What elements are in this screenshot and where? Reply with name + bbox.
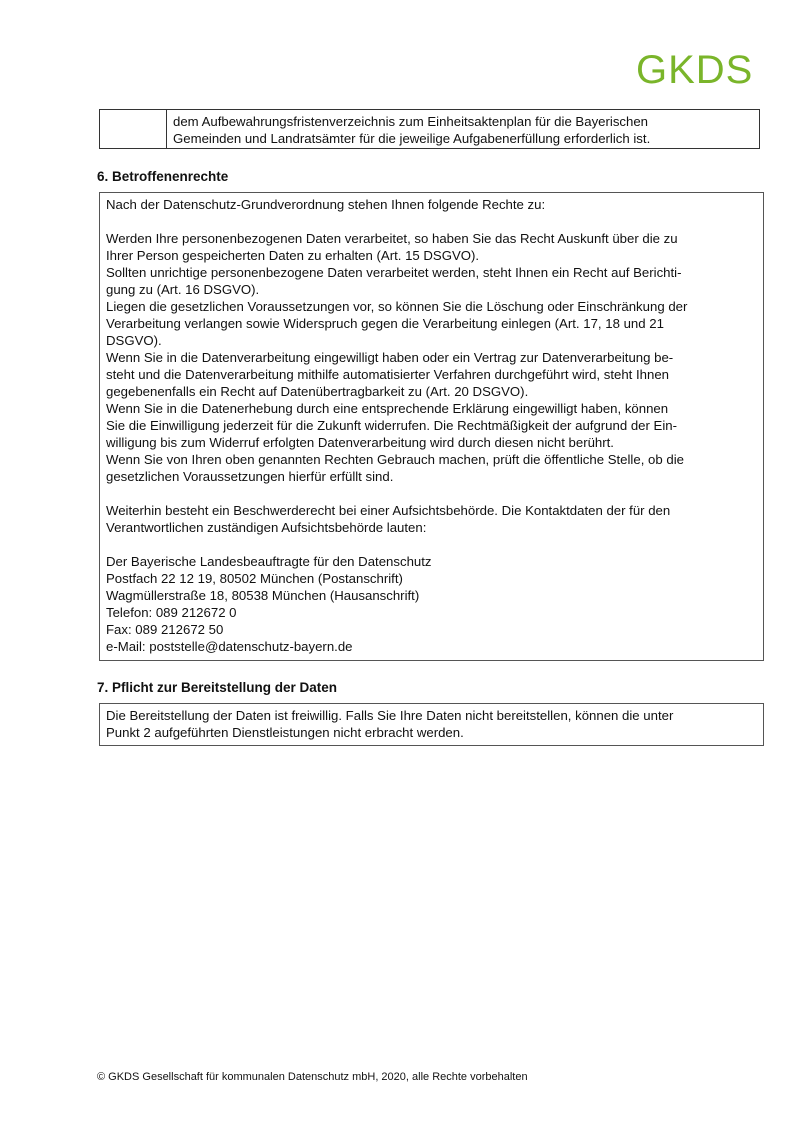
rights-line: Wenn Sie in die Datenverarbeitung eingewilligt haben oder ein Vertrag zur Datenverarbeitung be- — [106, 350, 674, 365]
complaint-paragraph — [106, 502, 757, 536]
authority-name: Der Bayerische Landesbeauftragte für den Datenschutz — [106, 554, 432, 569]
authority-phone: Telefon: 089 212672 0 — [106, 605, 237, 620]
authority-fax: Fax: 089 212672 50 — [106, 622, 224, 637]
rights-line: Wenn Sie von Ihren oben genannten Rechten Gebrauch machen, prüft die öffentliche Stelle, ob die — [106, 452, 684, 467]
rights-line: steht und die Datenverarbeitung mithilfe automatisierter Verfahren durchgeführt wird, steht Ihnen — [106, 367, 669, 382]
rights-line: Verarbeitung verlangen sowie Widerspruch gegen die Verarbeitung einlegen (Art. 17, 18 und 21 — [106, 316, 664, 331]
rights-intro: Nach der Datenschutz-Grundverordnung stehen Ihnen folgende Rechte zu: — [106, 197, 546, 212]
rights-line: Liegen die gesetzlichen Voraussetzungen vor, so können Sie die Löschung oder Einschränkung der — [106, 299, 688, 314]
authority-street-address: Wagmüllerstraße 18, 80538 München (Hausanschrift) — [106, 588, 420, 603]
rights-line: gegebenenfalls ein Recht auf Datenübertragbarkeit zu (Art. 20 DSGVO). — [106, 384, 529, 399]
retention-table-fragment — [99, 109, 760, 149]
table-line: dem Aufbewahrungsfristenverzeichnis zum Einheitsaktenplan für die Bayerischen — [173, 114, 649, 129]
rights-box — [99, 192, 764, 661]
rights-list — [106, 230, 757, 485]
authority-address — [106, 553, 757, 655]
copyright-footer: © GKDS Gesellschaft für kommunalen Datenschutz mbH, 2020, alle Rechte vorbehalten — [97, 1071, 528, 1083]
table-line: Gemeinden und Landratsämter für die jeweilige Aufgabenerfüllung erforderlich ist. — [173, 131, 651, 146]
authority-postal-address: Postfach 22 12 19, 80502 München (Postanschrift) — [106, 571, 403, 586]
table-text-cell — [167, 110, 759, 148]
section-7-heading: 7. Pflicht zur Bereitstellung der Daten — [97, 680, 338, 695]
rights-line: willigung bis zum Widerruf erfolgten Datenverarbeitung wird durch diesen nicht berührt. — [106, 435, 614, 450]
section-6-heading: 6. Betroffenenrechte — [97, 169, 229, 184]
complaint-line: Weiterhin besteht ein Beschwerderecht bei einer Aufsichtsbehörde. Die Kontaktdaten der für den — [106, 503, 671, 518]
gkds-logo: GKDS — [636, 48, 754, 92]
rights-line: gesetzlichen Voraussetzungen hierfür erfüllt sind. — [106, 469, 394, 484]
provision-line: Die Bereitstellung der Daten ist freiwillig. Falls Sie Ihre Daten nicht bereitstellen, können die unter — [106, 708, 674, 723]
provision-line: Punkt 2 aufgeführten Dienstleistungen nicht erbracht werden. — [106, 725, 464, 740]
rights-line: Wenn Sie in die Datenerhebung durch eine entsprechende Erklärung eingewilligt haben, können — [106, 401, 669, 416]
rights-line: Ihrer Person gespeicherten Daten zu erhalten (Art. 15 DSGVO). — [106, 248, 480, 263]
rights-line: Werden Ihre personenbezogenen Daten verarbeitet, so haben Sie das Recht Auskunft über die zu — [106, 231, 678, 246]
table-empty-cell — [100, 110, 167, 148]
rights-line: Sollten unrichtige personenbezogene Daten verarbeitet werden, steht Ihnen ein Recht auf Berichti- — [106, 265, 682, 280]
complaint-line: Verantwortlichen zuständigen Aufsichtsbehörde lauten: — [106, 520, 427, 535]
rights-line: gung zu (Art. 16 DSGVO). — [106, 282, 260, 297]
provision-box — [99, 703, 764, 746]
rights-line: Sie die Einwilligung jederzeit für die Zukunft widerrufen. Die Rechtmäßigkeit der aufgrund der Ein- — [106, 418, 678, 433]
authority-email: e-Mail: poststelle@datenschutz-bayern.de — [106, 639, 353, 654]
rights-line: DSGVO). — [106, 333, 162, 348]
